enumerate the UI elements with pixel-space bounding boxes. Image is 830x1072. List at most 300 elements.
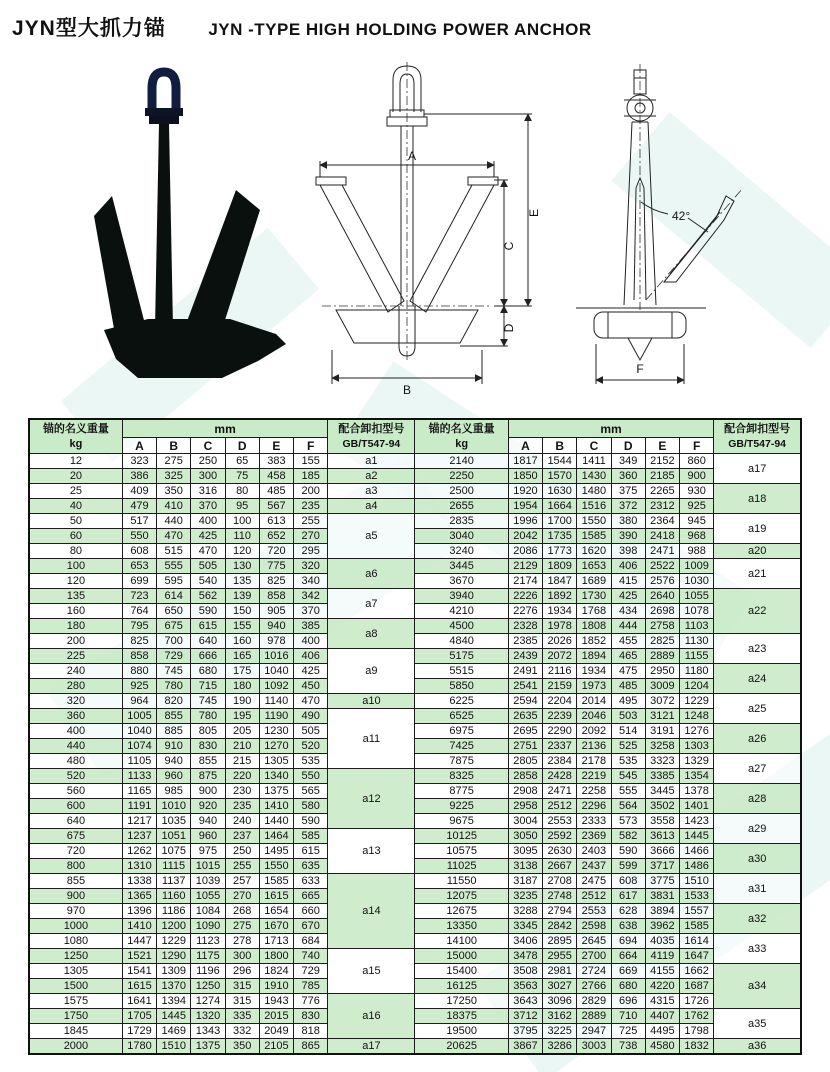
right-dim-cell: 2842 — [543, 919, 577, 934]
left-dim-cell: 818 — [294, 1024, 328, 1039]
left-weight-cell: 1000 — [29, 919, 122, 934]
right-dim-cell: 1557 — [680, 904, 714, 919]
left-dim-cell: 2105 — [259, 1039, 293, 1054]
left-dim-cell: 1175 — [191, 949, 225, 964]
left-dim-cell: 150 — [225, 604, 259, 619]
table-row — [29, 484, 801, 499]
anchor-front-view-diagram — [300, 58, 545, 398]
left-weight-cell: 1500 — [29, 979, 122, 994]
right-dim-cell: 1662 — [680, 964, 714, 979]
right-dim-cell: 3406 — [508, 934, 542, 949]
right-dim-cell: 1276 — [680, 724, 714, 739]
left-dim-cell: 315 — [225, 979, 259, 994]
col-header: E — [259, 438, 293, 454]
left-weight-cell: 400 — [29, 724, 122, 739]
right-dim-cell: 434 — [611, 604, 645, 619]
table-row — [29, 604, 801, 619]
left-dim-cell: 110 — [225, 529, 259, 544]
right-weight-cell: 11025 — [415, 859, 508, 874]
right-dim-cell: 1847 — [543, 574, 577, 589]
right-dim-cell: 2159 — [543, 679, 577, 694]
right-shackle-cell: a23 — [714, 634, 801, 664]
left-dim-cell: 666 — [191, 649, 225, 664]
left-dim-cell: 1196 — [191, 964, 225, 979]
right-weight-cell: 6975 — [415, 724, 508, 739]
right-dim-cell: 2598 — [577, 919, 611, 934]
right-dim-cell: 3558 — [645, 814, 679, 829]
right-dim-cell: 1735 — [543, 529, 577, 544]
right-dim-cell: 2129 — [508, 559, 542, 574]
right-dim-cell: 4035 — [645, 934, 679, 949]
col-header: F — [294, 438, 328, 454]
left-dim-cell: 205 — [225, 724, 259, 739]
table-row — [29, 619, 801, 634]
right-shackle-cell: a33 — [714, 934, 801, 964]
right-dim-cell: 573 — [611, 814, 645, 829]
left-dim-cell: 715 — [191, 679, 225, 694]
right-dim-cell: 2384 — [543, 754, 577, 769]
right-dim-cell: 1817 — [508, 454, 542, 469]
table-row — [29, 904, 801, 919]
left-weight-cell: 720 — [29, 844, 122, 859]
left-weight-cell: 12 — [29, 454, 122, 469]
right-dim-cell: 2825 — [645, 634, 679, 649]
left-dim-cell: 585 — [294, 829, 328, 844]
left-dim-cell: 1410 — [122, 919, 156, 934]
left-dim-cell: 370 — [294, 604, 328, 619]
right-dim-cell: 1103 — [680, 619, 714, 634]
right-dim-cell: 1809 — [543, 559, 577, 574]
table-body — [29, 454, 801, 1054]
weight-header-right: 锚的名义重量 kg — [415, 419, 508, 454]
svg-text:42°: 42° — [672, 209, 691, 223]
left-dim-cell: 614 — [157, 589, 191, 604]
left-dim-cell: 75 — [225, 469, 259, 484]
left-dim-cell: 235 — [294, 499, 328, 514]
left-shackle-cell: a2 — [328, 469, 415, 484]
right-shackle-cell: a18 — [714, 484, 801, 514]
left-dim-cell: 608 — [122, 544, 156, 559]
left-dim-cell: 350 — [225, 1039, 259, 1054]
right-dim-cell: 1894 — [577, 649, 611, 664]
right-dim-cell: 1130 — [680, 634, 714, 649]
left-dim-cell: 323 — [122, 454, 156, 469]
left-shackle-cell: a14 — [328, 874, 415, 949]
right-dim-cell: 2418 — [645, 529, 679, 544]
right-dim-cell: 2794 — [543, 904, 577, 919]
table-row — [29, 829, 801, 844]
right-dim-cell: 2475 — [577, 874, 611, 889]
page-header — [12, 12, 592, 42]
right-dim-cell: 3867 — [508, 1039, 542, 1054]
left-weight-cell: 320 — [29, 694, 122, 709]
left-weight-cell: 40 — [29, 499, 122, 514]
left-dim-cell: 595 — [157, 574, 191, 589]
left-dim-cell: 325 — [157, 469, 191, 484]
left-dim-cell: 855 — [191, 754, 225, 769]
left-dim-cell: 1165 — [122, 784, 156, 799]
table-row — [29, 589, 801, 604]
left-weight-cell: 135 — [29, 589, 122, 604]
right-shackle-cell: a25 — [714, 694, 801, 724]
right-dim-cell: 2046 — [577, 709, 611, 724]
page-title-en: JYN -TYPE HIGH HOLDING POWER ANCHOR — [208, 20, 592, 39]
right-weight-cell: 20625 — [415, 1039, 508, 1054]
right-dim-cell: 525 — [611, 739, 645, 754]
right-shackle-cell: a19 — [714, 514, 801, 544]
right-shackle-cell: a30 — [714, 844, 801, 874]
right-dim-cell: 2512 — [577, 889, 611, 904]
right-dim-cell: 360 — [611, 469, 645, 484]
left-dim-cell: 615 — [191, 619, 225, 634]
left-dim-cell: 580 — [294, 799, 328, 814]
right-dim-cell: 1480 — [577, 484, 611, 499]
right-dim-cell: 2700 — [577, 949, 611, 964]
left-dim-cell: 615 — [294, 844, 328, 859]
right-weight-cell: 3445 — [415, 559, 508, 574]
left-dim-cell: 775 — [259, 559, 293, 574]
left-dim-cell: 940 — [157, 754, 191, 769]
table-row — [29, 559, 801, 574]
right-dim-cell: 2312 — [645, 499, 679, 514]
left-dim-cell: 1309 — [157, 964, 191, 979]
table-row — [29, 949, 801, 964]
right-dim-cell: 375 — [611, 484, 645, 499]
right-weight-cell: 15400 — [415, 964, 508, 979]
table-row — [29, 784, 801, 799]
right-dim-cell: 3445 — [645, 784, 679, 799]
right-dim-cell: 2829 — [577, 994, 611, 1009]
left-weight-cell: 200 — [29, 634, 122, 649]
right-dim-cell: 2630 — [543, 844, 577, 859]
left-dim-cell: 1495 — [259, 844, 293, 859]
left-dim-cell: 670 — [294, 919, 328, 934]
col-header: E — [645, 438, 679, 454]
left-dim-cell: 1290 — [157, 949, 191, 964]
right-dim-cell: 2947 — [577, 1024, 611, 1039]
left-dim-cell: 400 — [191, 514, 225, 529]
left-dim-cell: 485 — [259, 484, 293, 499]
right-dim-cell: 696 — [611, 994, 645, 1009]
left-dim-cell: 1343 — [191, 1024, 225, 1039]
left-dim-cell: 220 — [225, 769, 259, 784]
left-dim-cell: 875 — [191, 769, 225, 784]
left-dim-cell: 1375 — [191, 1039, 225, 1054]
left-dim-cell: 830 — [294, 1009, 328, 1024]
left-dim-cell: 858 — [259, 589, 293, 604]
right-dim-cell: 2695 — [508, 724, 542, 739]
left-dim-cell: 1200 — [157, 919, 191, 934]
right-shackle-cell: a24 — [714, 664, 801, 694]
right-dim-cell: 1996 — [508, 514, 542, 529]
right-dim-cell: 2708 — [543, 874, 577, 889]
table-row — [29, 454, 801, 469]
left-weight-cell: 440 — [29, 739, 122, 754]
left-dim-cell: 320 — [294, 559, 328, 574]
right-weight-cell: 10575 — [415, 844, 508, 859]
right-dim-cell: 545 — [611, 769, 645, 784]
right-dim-cell: 415 — [611, 574, 645, 589]
right-dim-cell: 2553 — [543, 814, 577, 829]
right-dim-cell: 2640 — [645, 589, 679, 604]
left-weight-cell: 225 — [29, 649, 122, 664]
right-dim-cell: 1009 — [680, 559, 714, 574]
left-weight-cell: 240 — [29, 664, 122, 679]
right-dim-cell: 2178 — [577, 754, 611, 769]
right-weight-cell: 18375 — [415, 1009, 508, 1024]
right-dim-cell: 2594 — [508, 694, 542, 709]
left-dim-cell: 940 — [259, 619, 293, 634]
left-dim-cell: 386 — [122, 469, 156, 484]
table-row — [29, 709, 801, 724]
right-dim-cell: 2491 — [508, 664, 542, 679]
right-dim-cell: 3003 — [577, 1039, 611, 1054]
right-shackle-cell: a32 — [714, 904, 801, 934]
right-dim-cell: 1620 — [577, 544, 611, 559]
left-dim-cell: 400 — [294, 634, 328, 649]
left-dim-cell: 1160 — [157, 889, 191, 904]
right-weight-cell: 8325 — [415, 769, 508, 784]
left-dim-cell: 745 — [157, 664, 191, 679]
right-dim-cell: 3191 — [645, 724, 679, 739]
left-dim-cell: 740 — [294, 949, 328, 964]
left-dim-cell: 1541 — [122, 964, 156, 979]
left-dim-cell: 1670 — [259, 919, 293, 934]
left-dim-cell: 660 — [294, 904, 328, 919]
page-title-zh: JYN型大抓力锚 — [12, 17, 166, 40]
left-dim-cell: 450 — [294, 679, 328, 694]
left-dim-cell: 1365 — [122, 889, 156, 904]
right-shackle-cell: a28 — [714, 784, 801, 814]
right-dim-cell: 968 — [680, 529, 714, 544]
left-weight-cell: 1750 — [29, 1009, 122, 1024]
table-row — [29, 664, 801, 679]
table-row — [29, 649, 801, 664]
left-dim-cell: 700 — [157, 634, 191, 649]
left-dim-cell: 885 — [157, 724, 191, 739]
right-dim-cell: 4407 — [645, 1009, 679, 1024]
left-dim-cell: 195 — [225, 709, 259, 724]
right-dim-cell: 1411 — [577, 454, 611, 469]
right-dim-cell: 3712 — [508, 1009, 542, 1024]
left-shackle-cell: a4 — [328, 499, 415, 514]
left-dim-cell: 1445 — [157, 1009, 191, 1024]
left-dim-cell: 215 — [225, 754, 259, 769]
left-dim-cell: 1585 — [259, 874, 293, 889]
right-dim-cell: 1378 — [680, 784, 714, 799]
right-dim-cell: 2226 — [508, 589, 542, 604]
right-dim-cell: 945 — [680, 514, 714, 529]
right-dim-cell: 988 — [680, 544, 714, 559]
left-dim-cell: 479 — [122, 499, 156, 514]
right-dim-cell: 390 — [611, 529, 645, 544]
right-dim-cell: 1055 — [680, 589, 714, 604]
right-weight-cell: 14100 — [415, 934, 508, 949]
left-dim-cell: 316 — [191, 484, 225, 499]
anchor-photo-illustration — [90, 64, 290, 399]
right-dim-cell: 3004 — [508, 814, 542, 829]
left-dim-cell: 120 — [225, 544, 259, 559]
right-shackle-cell: a36 — [714, 1039, 801, 1054]
left-dim-cell: 185 — [294, 469, 328, 484]
right-dim-cell: 925 — [680, 499, 714, 514]
right-weight-cell: 3670 — [415, 574, 508, 589]
left-dim-cell: 130 — [225, 559, 259, 574]
right-dim-cell: 2667 — [543, 859, 577, 874]
right-dim-cell: 1726 — [680, 994, 714, 1009]
right-dim-cell: 4580 — [645, 1039, 679, 1054]
svg-text:C: C — [502, 241, 516, 251]
right-dim-cell: 2751 — [508, 739, 542, 754]
left-dim-cell: 1137 — [157, 874, 191, 889]
left-weight-cell: 280 — [29, 679, 122, 694]
table-row — [29, 919, 801, 934]
right-dim-cell: 2369 — [577, 829, 611, 844]
left-weight-cell: 970 — [29, 904, 122, 919]
right-shackle-cell: a21 — [714, 559, 801, 589]
shackle-header-left: 配合卸扣型号 GB/T547-94 — [328, 419, 415, 454]
weight-header-left: 锚的名义重量 kg — [29, 419, 122, 454]
right-weight-cell: 12075 — [415, 889, 508, 904]
right-dim-cell: 664 — [611, 949, 645, 964]
right-weight-cell: 7875 — [415, 754, 508, 769]
right-dim-cell: 380 — [611, 514, 645, 529]
left-dim-cell: 780 — [191, 709, 225, 724]
right-dim-cell: 3831 — [645, 889, 679, 904]
left-dim-cell: 425 — [191, 529, 225, 544]
right-dim-cell: 2805 — [508, 754, 542, 769]
right-dim-cell: 1687 — [680, 979, 714, 994]
left-dim-cell: 275 — [225, 919, 259, 934]
left-dim-cell: 520 — [294, 739, 328, 754]
left-dim-cell: 175 — [225, 664, 259, 679]
left-dim-cell: 858 — [122, 649, 156, 664]
right-dim-cell: 1486 — [680, 859, 714, 874]
right-dim-cell: 860 — [680, 454, 714, 469]
left-dim-cell: 1040 — [122, 724, 156, 739]
col-header: A — [122, 438, 156, 454]
right-dim-cell: 2072 — [543, 649, 577, 664]
left-shackle-cell: a6 — [328, 559, 415, 589]
left-weight-cell: 560 — [29, 784, 122, 799]
right-weight-cell: 19500 — [415, 1024, 508, 1039]
right-dim-cell: 2152 — [645, 454, 679, 469]
right-weight-cell: 2835 — [415, 514, 508, 529]
left-shackle-cell: a13 — [328, 829, 415, 874]
left-shackle-cell: a5 — [328, 514, 415, 559]
col-header: B — [157, 438, 191, 454]
left-dim-cell: 1394 — [157, 994, 191, 1009]
left-dim-cell: 1780 — [122, 1039, 156, 1054]
left-weight-cell: 120 — [29, 574, 122, 589]
right-dim-cell: 628 — [611, 904, 645, 919]
right-dim-cell: 2645 — [577, 934, 611, 949]
left-dim-cell: 300 — [191, 469, 225, 484]
right-dim-cell: 2185 — [645, 469, 679, 484]
left-dim-cell: 490 — [294, 709, 328, 724]
left-dim-cell: 745 — [191, 694, 225, 709]
left-shackle-cell: a1 — [328, 454, 415, 469]
right-dim-cell: 2512 — [543, 799, 577, 814]
left-weight-cell: 600 — [29, 799, 122, 814]
left-dim-cell: 1090 — [191, 919, 225, 934]
left-dim-cell: 1615 — [259, 889, 293, 904]
right-dim-cell: 2471 — [645, 544, 679, 559]
right-weight-cell: 16125 — [415, 979, 508, 994]
right-weight-cell: 2250 — [415, 469, 508, 484]
left-dim-cell: 1521 — [122, 949, 156, 964]
right-dim-cell: 2748 — [543, 889, 577, 904]
right-dim-cell: 1832 — [680, 1039, 714, 1054]
right-dim-cell: 2471 — [543, 784, 577, 799]
right-dim-cell: 1700 — [543, 514, 577, 529]
left-weight-cell: 80 — [29, 544, 122, 559]
table-row — [29, 1039, 801, 1054]
right-dim-cell: 3563 — [508, 979, 542, 994]
col-header: D — [611, 438, 645, 454]
right-dim-cell: 1954 — [508, 499, 542, 514]
right-weight-cell: 6525 — [415, 709, 508, 724]
left-dim-cell: 1910 — [259, 979, 293, 994]
left-dim-cell: 613 — [259, 514, 293, 529]
left-dim-cell: 1340 — [259, 769, 293, 784]
left-dim-cell: 1051 — [157, 829, 191, 844]
table-row — [29, 679, 801, 694]
left-weight-cell: 160 — [29, 604, 122, 619]
left-dim-cell: 805 — [191, 724, 225, 739]
right-dim-cell: 3775 — [645, 874, 679, 889]
left-dim-cell: 960 — [157, 769, 191, 784]
left-dim-cell: 95 — [225, 499, 259, 514]
right-dim-cell: 2014 — [577, 694, 611, 709]
left-dim-cell: 1010 — [157, 799, 191, 814]
right-dim-cell: 2635 — [508, 709, 542, 724]
left-dim-cell: 237 — [225, 829, 259, 844]
table-row — [29, 499, 801, 514]
left-dim-cell: 1800 — [259, 949, 293, 964]
right-dim-cell: 680 — [611, 979, 645, 994]
left-shackle-cell: a7 — [328, 589, 415, 619]
col-header: C — [191, 438, 225, 454]
right-dim-cell: 2265 — [645, 484, 679, 499]
left-dim-cell: 1230 — [259, 724, 293, 739]
right-dim-cell: 1401 — [680, 799, 714, 814]
right-dim-cell: 2950 — [645, 664, 679, 679]
right-dim-cell: 1653 — [577, 559, 611, 574]
left-dim-cell: 230 — [225, 784, 259, 799]
right-dim-cell: 2889 — [645, 649, 679, 664]
left-shackle-cell: a17 — [328, 1039, 415, 1054]
left-dim-cell: 406 — [294, 649, 328, 664]
right-dim-cell: 3385 — [645, 769, 679, 784]
left-dim-cell: 458 — [259, 469, 293, 484]
left-dim-cell: 100 — [225, 514, 259, 529]
left-dim-cell: 1550 — [259, 859, 293, 874]
table-row — [29, 964, 801, 979]
right-dim-cell: 2958 — [508, 799, 542, 814]
right-dim-cell: 2092 — [577, 724, 611, 739]
right-weight-cell: 13350 — [415, 919, 508, 934]
left-dim-cell: 653 — [122, 559, 156, 574]
left-dim-cell: 640 — [191, 634, 225, 649]
left-dim-cell: 1055 — [191, 889, 225, 904]
left-dim-cell: 1115 — [157, 859, 191, 874]
left-dim-cell: 315 — [225, 994, 259, 1009]
left-dim-cell: 255 — [294, 514, 328, 529]
left-dim-cell: 80 — [225, 484, 259, 499]
table-row — [29, 1009, 801, 1024]
left-dim-cell: 335 — [225, 1009, 259, 1024]
